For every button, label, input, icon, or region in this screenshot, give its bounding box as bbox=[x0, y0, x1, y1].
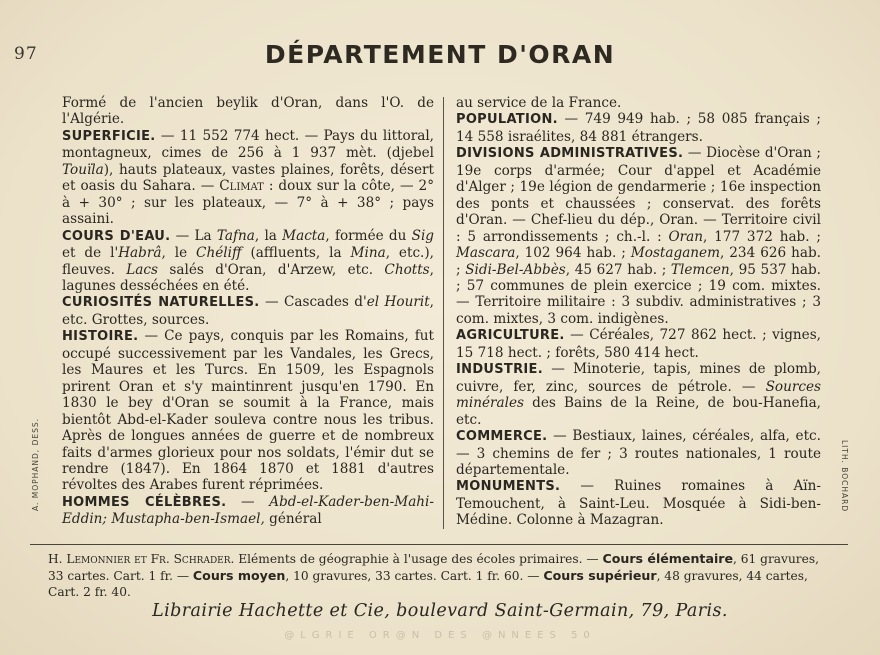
section-text: — Minoterie, tapis, mines de plomb, cuivre, fer, zinc, sources de pétrole. — bbox=[456, 361, 821, 395]
section-text: — La bbox=[170, 227, 217, 244]
place-name: Sidi-Bel-Abbès bbox=[465, 261, 566, 278]
place-name: Tafna bbox=[216, 227, 255, 244]
section-text: et de l' bbox=[62, 245, 119, 262]
place-name: Habrâ bbox=[118, 245, 162, 262]
section-heading: POPULATION. bbox=[456, 112, 558, 128]
place-name: Oran bbox=[668, 228, 704, 245]
section-text: , etc.), fleuves. bbox=[62, 245, 435, 278]
commerce-section bbox=[456, 428, 821, 478]
place-name: Touïla bbox=[62, 161, 104, 178]
section-heading: CURIOSITÉS NATURELLES. bbox=[62, 295, 260, 311]
footer-text: Eléments de géographie à l'usage des écoles primaires. — bbox=[234, 552, 603, 566]
place-name: Macta bbox=[282, 227, 326, 244]
column-divider bbox=[443, 97, 444, 529]
section-text: , 95 537 hab. ; 57 communes de plein exercice ; 19 com. mixtes. — Territoire militaire : 3 subdiv. administratives ; 3 com. mixtes, 3 com. indigènes. bbox=[456, 261, 821, 327]
section-text: , 45 627 hab. ; bbox=[565, 261, 671, 278]
left-column bbox=[62, 95, 434, 528]
right-column bbox=[456, 95, 821, 529]
section-heading: DIVISIONS ADMINISTRATIVES. bbox=[456, 146, 684, 162]
superficie-section bbox=[62, 128, 434, 228]
section-text: — Céréales, 727 862 hect. ; vignes, 15 718 hect. ; forêts, 580 414 hect. bbox=[456, 327, 821, 361]
section-heading: SUPERFICIE. bbox=[62, 128, 156, 144]
place-name: Chéliff bbox=[196, 245, 242, 262]
agriculture-section bbox=[456, 327, 821, 361]
section-heading: HOMMES CÉLÈBRES. bbox=[62, 494, 227, 510]
histoire-section bbox=[62, 328, 434, 494]
person-names: Abd-el-Kader-ben-Mahi-Eddin; Mustapha-ben-Ismael, bbox=[62, 493, 434, 528]
course-label: Cours moyen bbox=[192, 567, 286, 583]
section-text: : doux sur la côte, — 2° à + 30° ; sur les plateaux, — 7° à + 38° ; pays assaini. bbox=[62, 178, 434, 228]
section-text: , formée du bbox=[325, 227, 412, 244]
section-heading: COMMERCE. bbox=[456, 429, 548, 445]
place-name: Chotts bbox=[384, 261, 430, 278]
section-text: , lagunes desséchées en été. bbox=[62, 261, 434, 294]
section-text: général bbox=[264, 511, 322, 528]
section-text: — Cascades d' bbox=[259, 294, 367, 311]
place-name: Lacs bbox=[126, 261, 159, 278]
place-name: Mascara bbox=[456, 245, 516, 262]
page-number: 97 bbox=[14, 44, 38, 64]
footer-rule bbox=[30, 544, 848, 545]
divisions-section bbox=[456, 145, 821, 327]
continuation-paragraph bbox=[456, 95, 821, 111]
watermark: @LGRIE OR@N DES @NNEES 50 bbox=[284, 630, 596, 641]
emphasis-text: Sources minérales bbox=[456, 378, 821, 412]
section-heading: HISTOIRE. bbox=[62, 329, 139, 345]
section-text: — Diocèse d'Oran ; 19e corps d'armée; Cour d'appel et Académie d'Alger ; 19e légion de gendarmerie ; 16e inspection des ponts et chaussées ; conservat. des forêts d'Oran. — Chef-lieu du dép., Oran. — Territoire civil : 5 arrondissements ; ch.-l. : bbox=[456, 145, 821, 245]
intro-text: Formé de l'ancien beylik d'Oran, dans l'O. de l'Algérie. bbox=[62, 95, 434, 128]
section-text: , 102 964 hab. ; bbox=[515, 245, 631, 262]
section-text: (affluents, la bbox=[241, 245, 351, 262]
section-text: , la bbox=[254, 227, 283, 244]
place-name: el Hourit bbox=[366, 294, 430, 311]
course-label: Cours supérieur bbox=[543, 567, 657, 583]
hommes-celebres-section bbox=[62, 494, 434, 528]
section-text: , 234 626 hab. ; bbox=[456, 245, 821, 278]
section-heading: AGRICULTURE. bbox=[456, 328, 565, 344]
intro-paragraph bbox=[62, 95, 434, 128]
page-title: DÉPARTEMENT D'ORAN bbox=[264, 40, 616, 69]
section-text: ), hauts plateaux, vastes plaines, forêts, désert et oasis du Sahara. — bbox=[62, 161, 434, 195]
section-text: — Ce pays, conquis par les Romains, fut occupé successivement par les Vandales, les Grecs, les Maures et les Turcs. En 1509, les Espagnols prirent Oran et s'y maintinrent jusqu'en 1790. En 1830 le bey d'Oran se soumit à la France, mais bientôt Abd-el-Kader souleva contre nous les tribus. Après de longues années de guerre et de nombreux faits d'armes glorieux pour nos soldats, l'émir dut se rendre (1847). En 1864 1870 et 1881 d'autres révoltes des Arabes furent réprimées. bbox=[62, 328, 434, 494]
section-text: — bbox=[226, 493, 270, 510]
section-heading: INDUSTRIE. bbox=[456, 362, 543, 378]
section-heading: MONUMENTS. bbox=[456, 479, 561, 495]
publisher-line: Librairie Hachette et Cie, boulevard Saint-Germain, 79, Paris. bbox=[152, 601, 728, 621]
footer-text: , 10 gravures, 33 cartes. Cart. 1 fr. 60. — bbox=[285, 568, 544, 583]
section-text: des Bains de la Reine, de bou-Hanefia, etc. bbox=[456, 395, 821, 428]
course-label: Cours élémentaire bbox=[602, 551, 734, 566]
footer-text: , 61 gravures, 33 cartes. Cart. 1 fr. — bbox=[48, 552, 819, 583]
place-name: Mina bbox=[350, 245, 386, 262]
section-text: , le bbox=[161, 245, 197, 262]
curiosites-section bbox=[62, 294, 434, 328]
footer-authors: H. Lemonnier et Fr. Schrader. bbox=[48, 552, 235, 566]
population-section bbox=[456, 111, 821, 145]
section-text: — 749 949 hab. ; 58 085 français ; 14 558 israélites, 84 881 étrangers. bbox=[456, 111, 821, 145]
footer-text: , 48 gravures, 44 cartes, Cart. 2 fr. 40. bbox=[48, 568, 808, 600]
lithographer-credit: LITH. BOCHARD bbox=[840, 440, 849, 513]
place-name: Tlemcen bbox=[670, 261, 730, 278]
section-text: au service de la France. bbox=[456, 95, 622, 111]
section-text: — 11 552 774 hect. — Pays du littoral, montagneux, cimes de 256 à 1 937 mèt. (djebel bbox=[62, 127, 434, 162]
section-text: salés d'Oran, d'Arzew, etc. bbox=[158, 261, 385, 278]
place-name: Sig bbox=[411, 227, 434, 244]
industrie-section bbox=[456, 361, 821, 428]
section-text: , etc. Grottes, sources. bbox=[62, 294, 434, 328]
section-text: — Ruines romaines à Aïn-Temouchent, à Saint-Leu. Mosquée à Sidi-ben-Médine. Colonne à Mazagran. bbox=[456, 478, 821, 529]
footer-advert bbox=[48, 551, 838, 601]
cours-deau-section bbox=[62, 228, 434, 295]
climat-label: Climat bbox=[219, 178, 264, 195]
section-heading: COURS D'EAU. bbox=[62, 228, 171, 244]
section-text: , 177 372 hab. ; bbox=[703, 228, 821, 245]
place-name: Mostaganem bbox=[630, 245, 720, 262]
monuments-section bbox=[456, 478, 821, 528]
section-text: — Bestiaux, laines, céréales, alfa, etc. — 3 chemins de fer ; 3 routes nationales, 1 route départementale. bbox=[456, 428, 821, 478]
illustrator-credit: A. MOPHAND, DESS. bbox=[31, 418, 40, 512]
